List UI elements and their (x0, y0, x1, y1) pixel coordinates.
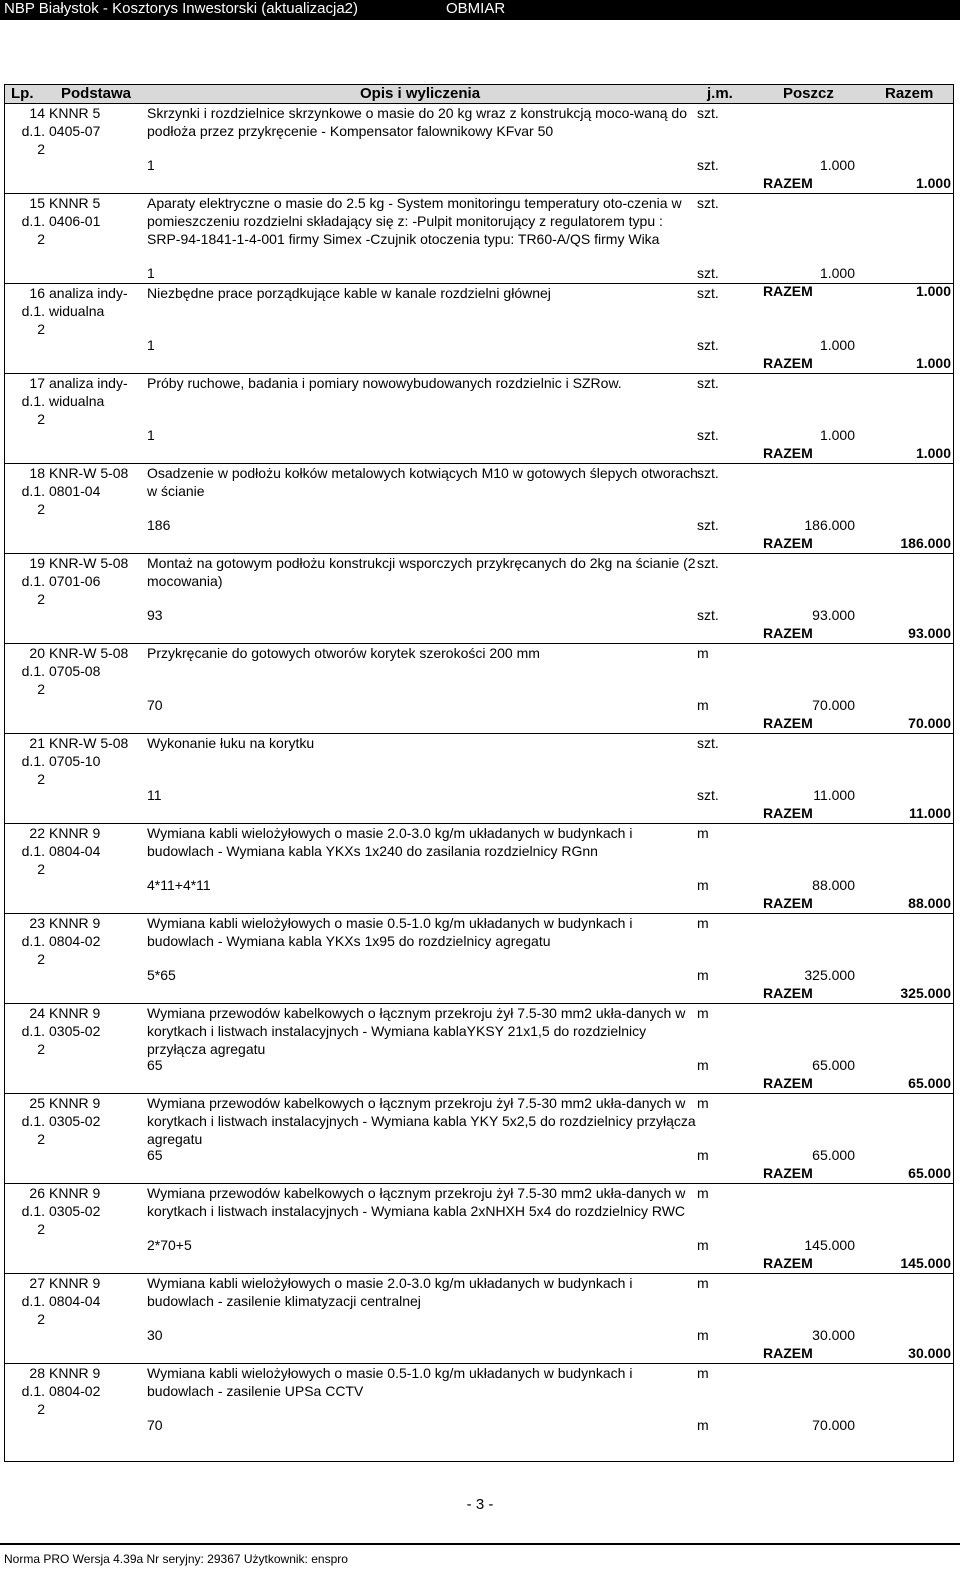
item-calculation: 30 (147, 1327, 163, 1343)
razem-value: 145.000 (900, 1255, 951, 1271)
item-basis (49, 1364, 145, 1400)
item-number: 16 (29, 285, 45, 301)
item-lp (7, 1184, 45, 1238)
item-lp (7, 194, 45, 248)
item-number: 20 (29, 645, 45, 661)
item-partial-value: 1.000 (819, 157, 855, 173)
item-partial-value: 1.000 (819, 337, 855, 353)
item-sub: d.1. (21, 1293, 45, 1309)
item-partial-value: 93.000 (812, 607, 855, 623)
item-number: 23 (29, 915, 45, 931)
item-number: 18 (29, 465, 45, 481)
item-unit: m (697, 1005, 709, 1021)
item-basis (49, 554, 145, 590)
item-lp (7, 1274, 45, 1328)
razem-value: 65.000 (908, 1075, 951, 1091)
table-row (5, 644, 953, 734)
item-unit: m (697, 1365, 709, 1381)
razem-label: RAZEM (763, 1075, 813, 1091)
item-calculation: 70 (147, 697, 163, 713)
item-unit: szt. (697, 105, 719, 121)
item-sub: d.1. (21, 573, 45, 589)
item-lp (7, 1364, 45, 1418)
basis-catalog: KNNR 9 (49, 825, 101, 841)
item-basis (49, 1184, 145, 1220)
calc-unit: szt. (697, 607, 719, 623)
item-basis (49, 374, 145, 410)
item-description: Wymiana przewodów kabelkowych o łącznym przekroju żył 7.5-30 mm2 ukła-danych w korytkach i listwach instalacyjnych - Wymiana kabla YKY 5x2,5 do rozdzielnicy przyłącza agregatu (147, 1095, 696, 1147)
basis-catalog: KNNR 9 (49, 915, 101, 931)
table-row (5, 734, 953, 824)
item-sub: d.1. (21, 1023, 45, 1039)
item-unit: m (697, 1185, 709, 1201)
item-sub: d.1. (21, 483, 45, 499)
item-lp (7, 1094, 45, 1148)
item-sub2: 2 (37, 1401, 45, 1417)
table-row (5, 374, 953, 464)
table-row (5, 914, 953, 1004)
item-calculation: 70 (147, 1417, 163, 1433)
razem-label: RAZEM (763, 1165, 813, 1181)
basis-catalog: KNNR 9 (49, 1185, 101, 1201)
item-lp (7, 1004, 45, 1058)
razem-label: RAZEM (763, 355, 813, 371)
razem-label: RAZEM (763, 1255, 813, 1271)
col-razem: Razem (885, 85, 934, 102)
basis-code: 0804-02 (49, 933, 101, 949)
table-row (5, 824, 953, 914)
item-number: 28 (29, 1365, 45, 1381)
razem-value: 1.000 (915, 445, 951, 461)
razem-label: RAZEM (763, 175, 813, 191)
item-calculation: 65 (147, 1057, 163, 1073)
item-partial-value: 65.000 (812, 1147, 855, 1163)
document-title: NBP Białystok - Kosztorys Inwestorski (aktualizacja2) (4, 0, 359, 17)
item-sub: d.1. (21, 1203, 45, 1219)
item-description: Wykonanie łuku na korytku (147, 735, 315, 751)
item-calculation: 4*11+4*11 (147, 877, 211, 893)
item-basis (49, 824, 145, 860)
item-description: Wymiana przewodów kabelkowych o łącznym przekroju żył 7.5-30 mm2 ukła-danych w korytkach i listwach instalacyjnych - Wymiana kabla 2xNHXH 5x4 do rozdzielnicy RWC (147, 1185, 686, 1219)
item-sub2: 2 (37, 1221, 45, 1237)
item-sub: d.1. (21, 303, 45, 319)
item-partial-value: 11.000 (813, 787, 855, 803)
item-number: 22 (29, 825, 45, 841)
item-calculation: 1 (147, 427, 155, 443)
table-row (5, 284, 953, 374)
item-number: 26 (29, 1185, 45, 1201)
item-description: Montaż na gotowym podłożu konstrukcji wsporczych przykręcanych do 2kg na ścianie (2 mocowania) (147, 555, 696, 589)
item-lp (7, 644, 45, 698)
calc-unit: szt. (697, 157, 719, 173)
item-calculation: 93 (147, 607, 163, 623)
item-lp (7, 284, 45, 338)
item-sub: d.1. (21, 933, 45, 949)
basis-code: 0804-04 (49, 1293, 101, 1309)
item-number: 17 (29, 375, 45, 391)
item-description: Osadzenie w podłożu kołków metalowych kotwiących M10 w gotowych ślepych otworach w ścianie (147, 465, 698, 499)
footer-divider (0, 1543, 960, 1545)
item-unit: m (697, 1095, 709, 1111)
item-sub: d.1. (21, 753, 45, 769)
item-partial-value: 145.000 (804, 1237, 855, 1253)
item-number: 21 (29, 735, 45, 751)
basis-code: 0305-02 (49, 1113, 101, 1129)
basis-code: 0705-10 (49, 753, 101, 769)
item-calculation: 1 (147, 157, 155, 173)
calc-unit: m (697, 1057, 709, 1073)
basis-catalog: KNR-W 5-08 (49, 735, 129, 751)
basis-catalog: KNNR 9 (49, 1365, 101, 1381)
table-row (5, 1274, 953, 1364)
col-opis: Opis i wyliczenia (360, 85, 481, 102)
calc-unit: szt. (697, 517, 719, 533)
item-description: Skrzynki i rozdzielnice skrzynkowe o masie do 20 kg wraz z konstrukcją moco-waną do podłoża przez przykręcenie - Kompensator falownikowy KFvar 50 (147, 105, 687, 139)
calc-unit: szt. (697, 337, 719, 353)
item-description: Niezbędne prace porządkujące kable w kanale rozdzielni głównej (147, 285, 551, 301)
item-unit: m (697, 825, 709, 841)
item-sub: d.1. (21, 1113, 45, 1129)
calc-unit: m (697, 967, 709, 983)
document-header (0, 0, 960, 20)
razem-label: RAZEM (763, 715, 813, 731)
basis-code: 0305-02 (49, 1203, 101, 1219)
item-lp (7, 734, 45, 788)
item-sub2: 2 (37, 501, 45, 517)
item-description: Wymiana kabli wielożyłowych o masie 0.5-1.0 kg/m układanych w budynkach i budowlach - Wymiana kabla YKXs 1x95 do rozdzielnicy agregatu (147, 915, 633, 949)
item-partial-value: 1.000 (819, 265, 855, 281)
item-basis (49, 284, 145, 320)
item-sub: d.1. (21, 123, 45, 139)
basis-code: 0804-04 (49, 843, 101, 859)
item-partial-value: 1.000 (819, 427, 855, 443)
razem-value: 1.000 (915, 283, 951, 299)
item-basis (49, 914, 145, 950)
calc-unit: m (697, 697, 709, 713)
item-partial-value: 70.000 (812, 1417, 855, 1433)
item-calculation: 186 (147, 517, 171, 533)
basis-catalog: analiza indy- (49, 375, 128, 391)
razem-label: RAZEM (763, 895, 813, 911)
item-description: Próby ruchowe, badania i pomiary nowowybudowanych rozdzielnic i SZRow. (147, 375, 622, 391)
item-number: 19 (29, 555, 45, 571)
razem-value: 325.000 (900, 985, 951, 1001)
razem-value: 88.000 (908, 895, 951, 911)
item-lp (7, 554, 45, 608)
calc-unit: m (697, 1147, 709, 1163)
col-poszcz: Poszcz (783, 85, 834, 102)
razem-value: 1.000 (915, 355, 951, 371)
item-basis (49, 104, 145, 140)
basis-catalog: KNNR 9 (49, 1005, 101, 1021)
item-partial-value: 70.000 (812, 697, 855, 713)
basis-catalog: KNNR 9 (49, 1095, 101, 1111)
table-row (5, 464, 953, 554)
table-row (5, 104, 953, 194)
item-sub2: 2 (37, 591, 45, 607)
item-description: Przykręcanie do gotowych otworów korytek szerokości 200 mm (147, 645, 540, 661)
item-number: 24 (29, 1005, 45, 1021)
item-calculation: 11 (147, 787, 162, 803)
razem-value: 70.000 (908, 715, 951, 731)
razem-value: 93.000 (908, 625, 951, 641)
item-number: 25 (29, 1095, 45, 1111)
item-calculation: 65 (147, 1147, 163, 1163)
item-sub2: 2 (37, 411, 45, 427)
razem-label: RAZEM (763, 283, 813, 299)
item-unit: m (697, 915, 709, 931)
basis-code: 0701-06 (49, 573, 101, 589)
item-sub2: 2 (37, 1131, 45, 1147)
item-calculation: 1 (147, 265, 155, 281)
item-calculation: 5*65 (147, 967, 176, 983)
calc-unit: m (697, 1237, 709, 1253)
calc-unit: szt. (697, 787, 719, 803)
basis-catalog: KNNR 9 (49, 1275, 101, 1291)
item-basis (49, 1004, 145, 1040)
basis-catalog: KNNR 5 (49, 105, 101, 121)
item-sub2: 2 (37, 861, 45, 877)
item-unit: szt. (697, 465, 719, 481)
item-basis (49, 1274, 145, 1310)
item-lp (7, 464, 45, 518)
item-sub: d.1. (21, 843, 45, 859)
calc-unit: m (697, 1327, 709, 1343)
calc-unit: m (697, 1417, 709, 1433)
item-unit: szt. (697, 735, 719, 751)
item-sub2: 2 (37, 1311, 45, 1327)
item-basis (49, 1094, 145, 1130)
basis-code: widualna (49, 303, 105, 319)
item-sub: d.1. (21, 393, 45, 409)
page-number: - 3 - (466, 1496, 494, 1513)
software-footer: Norma PRO Wersja 4.39a Nr seryjny: 29367 Użytkownik: enspro (4, 1552, 348, 1566)
razem-label: RAZEM (763, 445, 813, 461)
col-lp: Lp. (11, 85, 34, 102)
item-partial-value: 88.000 (812, 877, 855, 893)
item-sub2: 2 (37, 951, 45, 967)
item-lp (7, 104, 45, 158)
razem-value: 186.000 (900, 535, 951, 551)
razem-value: 30.000 (908, 1345, 951, 1361)
item-sub: d.1. (21, 663, 45, 679)
item-sub2: 2 (37, 771, 45, 787)
basis-catalog: KNR-W 5-08 (49, 555, 129, 571)
razem-label: RAZEM (763, 535, 813, 551)
item-basis (49, 194, 145, 230)
item-calculation: 1 (147, 337, 155, 353)
item-partial-value: 65.000 (812, 1057, 855, 1073)
razem-label: RAZEM (763, 805, 813, 821)
col-podstawa: Podstawa (61, 85, 132, 102)
basis-catalog: KNNR 5 (49, 195, 101, 211)
item-description: Wymiana kabli wielożyłowych o masie 2.0-3.0 kg/m układanych w budynkach i budowlach - zasilenie klimatyzacji centralnej (147, 1275, 633, 1309)
item-basis (49, 734, 145, 770)
basis-code: 0406-01 (49, 213, 101, 229)
item-sub: d.1. (21, 1383, 45, 1399)
razem-label: RAZEM (763, 1345, 813, 1361)
item-unit: m (697, 645, 709, 661)
item-description: Wymiana kabli wielożyłowych o masie 2.0-3.0 kg/m układanych w budynkach i budowlach - Wymiana kabla YKXs 1x240 do zasilania rozdzielnicy RGnn (147, 825, 633, 859)
item-calculation: 2*70+5 (147, 1237, 192, 1253)
item-description: Wymiana kabli wielożyłowych o masie 0.5-1.0 kg/m układanych w budynkach i budowlach - zasilenie UPSa CCTV (147, 1365, 633, 1399)
table-row (5, 1364, 953, 1462)
basis-code: 0804-02 (49, 1383, 101, 1399)
table-header-row (5, 85, 953, 104)
item-basis (49, 464, 145, 500)
item-description: Aparaty elektryczne o masie do 2.5 kg - System monitoringu temperatury oto-czenia w pomieszczeniu rozdzielni składający się z: -Pulpit monitorujący z regulatorem typu : SRP-94-1841-1-4-001 firmy Simex -Czujnik otoczenia typu: TR60-A/QS firmy Wika (147, 195, 682, 247)
document-section: OBMIAR (446, 0, 506, 17)
table-row (5, 1184, 953, 1274)
item-lp (7, 824, 45, 878)
table-row (5, 1094, 953, 1184)
item-lp (7, 374, 45, 428)
item-lp (7, 914, 45, 968)
basis-code: 0405-07 (49, 123, 101, 139)
basis-code: widualna (49, 393, 105, 409)
item-description: Wymiana przewodów kabelkowych o łącznym przekroju żył 7.5-30 mm2 ukła-danych w korytkach i listwach instalacyjnych - Wymiana kablaYKSY 21x1,5 do rozdzielnicy przyłącza agregatu (147, 1005, 686, 1057)
item-unit: szt. (697, 285, 719, 301)
table-row (5, 554, 953, 644)
item-partial-value: 186.000 (804, 517, 855, 533)
razem-value: 11.000 (908, 805, 951, 821)
measurement-table (4, 84, 954, 1462)
calc-unit: m (697, 877, 709, 893)
item-sub2: 2 (37, 321, 45, 337)
item-basis (49, 644, 145, 680)
basis-catalog: analiza indy- (49, 285, 128, 301)
item-unit: szt. (697, 555, 719, 571)
razem-value: 1.000 (915, 175, 951, 191)
calc-unit: szt. (697, 265, 719, 281)
basis-catalog: KNR-W 5-08 (49, 645, 129, 661)
razem-label: RAZEM (763, 985, 813, 1001)
item-partial-value: 325.000 (804, 967, 855, 983)
basis-code: 0305-02 (49, 1023, 101, 1039)
item-unit: szt. (697, 195, 719, 211)
item-unit: szt. (697, 375, 719, 391)
razem-label: RAZEM (763, 625, 813, 641)
basis-catalog: KNR-W 5-08 (49, 465, 129, 481)
item-number: 15 (29, 195, 45, 211)
table-row (5, 1004, 953, 1094)
item-sub2: 2 (37, 681, 45, 697)
calc-unit: szt. (697, 427, 719, 443)
item-sub2: 2 (37, 1041, 45, 1057)
item-partial-value: 30.000 (812, 1327, 855, 1343)
item-number: 14 (29, 105, 45, 121)
basis-code: 0705-08 (49, 663, 101, 679)
item-sub: d.1. (21, 213, 45, 229)
item-sub2: 2 (37, 141, 45, 157)
basis-code: 0801-04 (49, 483, 101, 499)
col-jm: j.m. (707, 85, 733, 102)
item-unit: m (697, 1275, 709, 1291)
razem-value: 65.000 (908, 1165, 951, 1181)
item-number: 27 (29, 1275, 45, 1291)
item-sub2: 2 (37, 231, 45, 247)
